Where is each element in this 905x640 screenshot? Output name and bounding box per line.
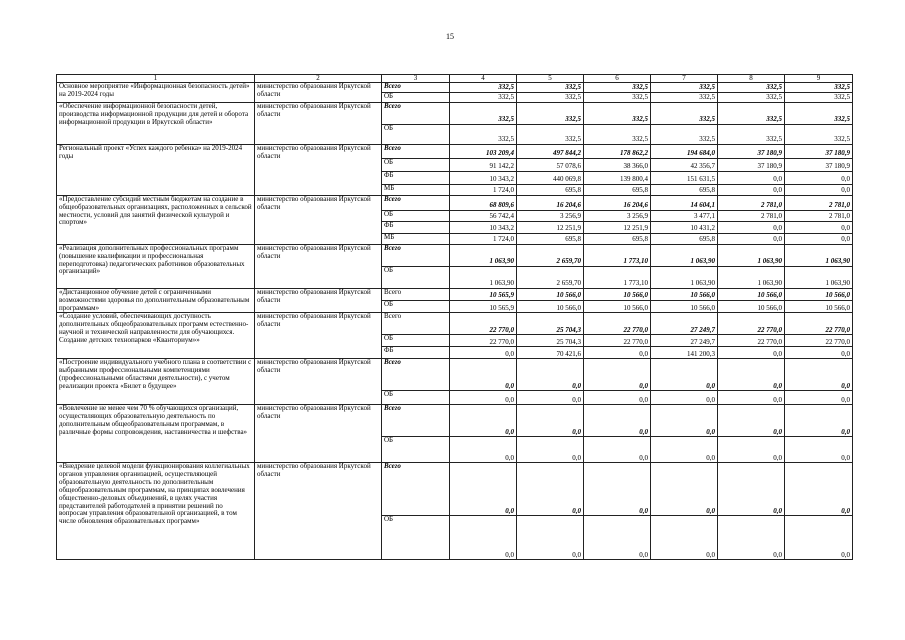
amount-cell: 12 251,9: [517, 222, 584, 234]
amount-cell: 332,5: [651, 83, 718, 93]
amount-cell: 1 063,90: [651, 245, 718, 267]
amount-cell: 695,8: [651, 185, 718, 196]
amount-cell: 0,0: [584, 391, 651, 405]
amount-cell: 0,0: [718, 437, 785, 463]
amount-cell: 332,5: [651, 125, 718, 145]
amount-cell: 37 180,9: [785, 159, 853, 172]
activity-description: «Предоставление субсидий местным бюджетам на создание в общеобразовательных организациях, расположенных в сельской местности, условий для занятий физической культурой и спортом»: [57, 196, 255, 245]
funding-source: Всего: [382, 196, 450, 211]
amount-cell: 1 724,0: [450, 234, 517, 245]
amount-cell: 0,0: [517, 405, 584, 437]
amount-cell: 2 781,0: [785, 196, 853, 211]
funding-source: Всего: [382, 405, 450, 437]
column-header: 4: [450, 75, 517, 83]
amount-cell: 0,0: [718, 185, 785, 196]
amount-cell: 0,0: [785, 359, 853, 391]
amount-cell: 0,0: [718, 222, 785, 234]
activity-description: «Вовлечение не менее чем 70 % обучающихся организаций, осуществляющих образовательную деятельность по дополнительным общеобразовательным программам, в различные формы сопровождения, наставничества и шефства»: [57, 405, 255, 463]
amount-cell: 1 063,90: [718, 267, 785, 289]
amount-cell: 1 773,10: [584, 267, 651, 289]
amount-cell: 0,0: [450, 391, 517, 405]
amount-cell: 0,0: [450, 437, 517, 463]
amount-cell: 103 209,4: [450, 145, 517, 159]
amount-cell: 68 809,6: [450, 196, 517, 211]
amount-cell: 22 770,0: [718, 335, 785, 347]
table-row: [57, 463, 853, 516]
activity-description: «Дистанционное обучение детей с ограниченными возможностями здоровья по дополнительным образовательным программам»: [57, 289, 255, 313]
amount-cell: 194 684,0: [651, 145, 718, 159]
amount-cell: 22 770,0: [450, 335, 517, 347]
amount-cell: 37 180,9: [785, 145, 853, 159]
amount-cell: 37 180,9: [718, 145, 785, 159]
table-row: [57, 405, 853, 437]
column-header: 2: [255, 75, 382, 83]
table-row: [57, 196, 853, 211]
amount-cell: 0,0: [718, 347, 785, 359]
funding-source: МБ: [382, 234, 450, 245]
amount-cell: 332,5: [651, 103, 718, 125]
amount-cell: 332,5: [584, 93, 651, 103]
amount-cell: 141 200,3: [651, 347, 718, 359]
column-header: 6: [584, 75, 651, 83]
amount-cell: 332,5: [785, 93, 853, 103]
amount-cell: 27 249,7: [651, 335, 718, 347]
responsible-executor: министерство образования Иркутской области: [255, 196, 382, 245]
amount-cell: 10 566,0: [785, 289, 853, 301]
table-row: [57, 103, 853, 125]
funding-source: Всего: [382, 145, 450, 159]
activity-description: «Реализация дополнительных профессиональных программ (повышение квалификации и профессиональная переподготовка) педагогических работников образовательных организаций»: [57, 245, 255, 289]
responsible-executor: министерство образования Иркутской области: [255, 103, 382, 145]
responsible-executor: министерство образования Иркутской области: [255, 289, 382, 313]
amount-cell: 38 366,0: [584, 159, 651, 172]
activity-description: Основное мероприятие «Информационная безопасность детей» на 2019-2024 годы: [57, 83, 255, 103]
table-row: [57, 289, 853, 301]
amount-cell: 1 063,90: [450, 267, 517, 289]
amount-cell: 695,8: [584, 234, 651, 245]
amount-cell: 0,0: [718, 391, 785, 405]
amount-cell: 3 256,9: [517, 211, 584, 222]
amount-cell: 22 770,0: [584, 313, 651, 335]
column-header: 8: [718, 75, 785, 83]
funding-source: МБ: [382, 185, 450, 196]
amount-cell: 0,0: [785, 347, 853, 359]
amount-cell: 332,5: [517, 83, 584, 93]
amount-cell: 332,5: [584, 83, 651, 93]
amount-cell: 25 704,3: [517, 313, 584, 335]
funding-source: ОБ: [382, 159, 450, 172]
activity-description: «Построение индивидуального учебного плана в соответствии с выбранными профессиональными компетенциями (профессиональными областями деятельности), с учетом реализации проекта «Билет в будущее»: [57, 359, 255, 405]
amount-cell: 0,0: [584, 405, 651, 437]
responsible-executor: министерство образования Иркутской области: [255, 245, 382, 289]
funding-source: Всего: [382, 83, 450, 93]
amount-cell: 0,0: [584, 347, 651, 359]
amount-cell: 2 781,0: [718, 211, 785, 222]
amount-cell: 1 063,90: [785, 245, 853, 267]
amount-cell: 0,0: [651, 391, 718, 405]
amount-cell: 42 356,7: [651, 159, 718, 172]
column-header: 9: [785, 75, 853, 83]
amount-cell: 332,5: [450, 93, 517, 103]
amount-cell: 91 142,2: [450, 159, 517, 172]
funding-source: ОБ: [382, 437, 450, 463]
amount-cell: 1 724,0: [450, 185, 517, 196]
amount-cell: 10 566,0: [584, 289, 651, 301]
amount-cell: 332,5: [718, 93, 785, 103]
amount-cell: 178 862,2: [584, 145, 651, 159]
amount-cell: 0,0: [718, 405, 785, 437]
table-row: [57, 83, 853, 93]
table-row: [57, 313, 853, 335]
responsible-executor: министерство образования Иркутской области: [255, 359, 382, 405]
table-row: [57, 359, 853, 391]
budget-table: [56, 74, 853, 560]
responsible-executor: министерство образования Иркутской области: [255, 145, 382, 196]
amount-cell: 10 566,0: [651, 301, 718, 313]
amount-cell: 440 069,8: [517, 172, 584, 185]
amount-cell: 332,5: [718, 103, 785, 125]
amount-cell: 0,0: [584, 437, 651, 463]
amount-cell: 0,0: [584, 463, 651, 516]
amount-cell: 10 566,0: [517, 289, 584, 301]
funding-source: Всего: [382, 103, 450, 125]
amount-cell: 0,0: [450, 516, 517, 560]
amount-cell: 10 343,2: [450, 172, 517, 185]
funding-source: ОБ: [382, 267, 450, 289]
funding-source: Всего: [382, 245, 450, 267]
responsible-executor: министерство образования Иркутской области: [255, 463, 382, 560]
amount-cell: 10 566,0: [718, 301, 785, 313]
activity-description: «Создание условий, обеспечивающих доступность дополнительных общеобразовательных программ естественно-научной и технической направленности для обучающихся. Создание детских технопарков «Кванториум»»: [57, 313, 255, 359]
funding-source: ФБ: [382, 222, 450, 234]
table-row: [57, 245, 853, 267]
amount-cell: 10 566,0: [517, 301, 584, 313]
column-header: 3: [382, 75, 450, 83]
funding-source: ОБ: [382, 335, 450, 347]
amount-cell: 0,0: [651, 359, 718, 391]
column-header: 5: [517, 75, 584, 83]
amount-cell: 0,0: [718, 172, 785, 185]
funding-source: Всего: [382, 359, 450, 391]
amount-cell: 3 256,9: [584, 211, 651, 222]
amount-cell: 1 063,90: [450, 245, 517, 267]
amount-cell: 332,5: [584, 103, 651, 125]
amount-cell: 3 477,1: [651, 211, 718, 222]
amount-cell: 0,0: [785, 172, 853, 185]
responsible-executor: министерство образования Иркутской области: [255, 83, 382, 103]
activity-description: «Внедрение целевой модели функционирования коллегиальных органов управления организацией, осуществляющей образовательную деятельность по дополнительным общеобразовательным программам, на принципах вовлечения общественно-деловых объединений, в целях участия представителей работодателей в принятии решений по вопросам управления образовательной организацией, в том числе обновления образовательных программ»: [57, 463, 255, 560]
amount-cell: 0,0: [718, 234, 785, 245]
amount-cell: 0,0: [517, 516, 584, 560]
amount-cell: 16 204,6: [584, 196, 651, 211]
funding-source: ОБ: [382, 516, 450, 560]
amount-cell: 22 770,0: [450, 313, 517, 335]
amount-cell: 0,0: [450, 463, 517, 516]
amount-cell: 10 566,0: [584, 301, 651, 313]
amount-cell: 695,8: [651, 234, 718, 245]
activity-description: «Обеспечение информационной безопасности детей, производства информационной продукции для детей и оборота информационной продукции в Иркутской области»: [57, 103, 255, 145]
amount-cell: 332,5: [450, 103, 517, 125]
amount-cell: 0,0: [718, 516, 785, 560]
amount-cell: 1 063,90: [651, 267, 718, 289]
amount-cell: 332,5: [651, 93, 718, 103]
amount-cell: 10 565,9: [450, 289, 517, 301]
amount-cell: 10 566,0: [651, 289, 718, 301]
amount-cell: 332,5: [785, 83, 853, 93]
amount-cell: 14 604,1: [651, 196, 718, 211]
amount-cell: 0,0: [785, 234, 853, 245]
funding-source: ФБ: [382, 347, 450, 359]
amount-cell: 0,0: [651, 437, 718, 463]
amount-cell: 37 180,9: [718, 159, 785, 172]
amount-cell: 2 781,0: [718, 196, 785, 211]
amount-cell: 0,0: [450, 347, 517, 359]
amount-cell: 332,5: [450, 125, 517, 145]
amount-cell: 12 251,9: [584, 222, 651, 234]
amount-cell: 22 770,0: [718, 313, 785, 335]
funding-source: ФБ: [382, 172, 450, 185]
amount-cell: 0,0: [450, 405, 517, 437]
responsible-executor: министерство образования Иркутской области: [255, 405, 382, 463]
amount-cell: 0,0: [785, 405, 853, 437]
amount-cell: 10 566,0: [718, 289, 785, 301]
amount-cell: 27 249,7: [651, 313, 718, 335]
amount-cell: 332,5: [450, 83, 517, 93]
amount-cell: 0,0: [651, 516, 718, 560]
amount-cell: 332,5: [517, 93, 584, 103]
activity-description: Региональный проект «Успех каждого ребенка» на 2019-2024 годы: [57, 145, 255, 196]
amount-cell: 0,0: [517, 463, 584, 516]
amount-cell: 0,0: [785, 222, 853, 234]
amount-cell: 1 063,90: [785, 267, 853, 289]
amount-cell: 0,0: [651, 405, 718, 437]
amount-cell: 0,0: [785, 463, 853, 516]
amount-cell: 10 566,0: [785, 301, 853, 313]
column-header: 7: [651, 75, 718, 83]
amount-cell: 695,8: [517, 234, 584, 245]
amount-cell: 22 770,0: [785, 313, 853, 335]
amount-cell: 332,5: [785, 125, 853, 145]
amount-cell: 332,5: [718, 83, 785, 93]
funding-source: ОБ: [382, 211, 450, 222]
funding-source: ОБ: [382, 301, 450, 313]
amount-cell: 695,8: [517, 185, 584, 196]
amount-cell: 332,5: [584, 125, 651, 145]
amount-cell: 0,0: [785, 437, 853, 463]
amount-cell: 25 704,3: [517, 335, 584, 347]
amount-cell: 0,0: [718, 359, 785, 391]
amount-cell: 2 659,70: [517, 245, 584, 267]
page-number: 15: [446, 32, 454, 41]
funding-source: Всего: [382, 289, 450, 301]
responsible-executor: министерство образования Иркутской области: [255, 313, 382, 359]
amount-cell: 332,5: [785, 103, 853, 125]
amount-cell: 151 631,5: [651, 172, 718, 185]
amount-cell: 0,0: [785, 185, 853, 196]
amount-cell: 0,0: [450, 359, 517, 391]
amount-cell: 0,0: [517, 437, 584, 463]
funding-source: ОБ: [382, 125, 450, 145]
amount-cell: 0,0: [517, 359, 584, 391]
amount-cell: 1 063,90: [718, 245, 785, 267]
amount-cell: 139 800,4: [584, 172, 651, 185]
amount-cell: 0,0: [785, 391, 853, 405]
header-row: [57, 75, 853, 83]
funding-source: ОБ: [382, 391, 450, 405]
amount-cell: 497 844,2: [517, 145, 584, 159]
amount-cell: 332,5: [517, 103, 584, 125]
amount-cell: 57 078,6: [517, 159, 584, 172]
amount-cell: 10 343,2: [450, 222, 517, 234]
amount-cell: 0,0: [584, 359, 651, 391]
funding-source: ОБ: [382, 93, 450, 103]
amount-cell: 1 773,10: [584, 245, 651, 267]
amount-cell: 22 770,0: [785, 335, 853, 347]
table-row: [57, 145, 853, 159]
amount-cell: 332,5: [718, 125, 785, 145]
amount-cell: 10 431,2: [651, 222, 718, 234]
amount-cell: 695,8: [584, 185, 651, 196]
amount-cell: 0,0: [785, 516, 853, 560]
funding-source: Всего: [382, 463, 450, 516]
amount-cell: 16 204,6: [517, 196, 584, 211]
amount-cell: 10 565,9: [450, 301, 517, 313]
amount-cell: 0,0: [584, 516, 651, 560]
amount-cell: 0,0: [651, 463, 718, 516]
amount-cell: 70 421,6: [517, 347, 584, 359]
amount-cell: 56 742,4: [450, 211, 517, 222]
amount-cell: 2 659,70: [517, 267, 584, 289]
amount-cell: 0,0: [517, 391, 584, 405]
amount-cell: 2 781,0: [785, 211, 853, 222]
column-header: 1: [57, 75, 255, 83]
amount-cell: 0,0: [718, 463, 785, 516]
amount-cell: 332,5: [517, 125, 584, 145]
funding-source: Всего: [382, 313, 450, 335]
amount-cell: 22 770,0: [584, 335, 651, 347]
